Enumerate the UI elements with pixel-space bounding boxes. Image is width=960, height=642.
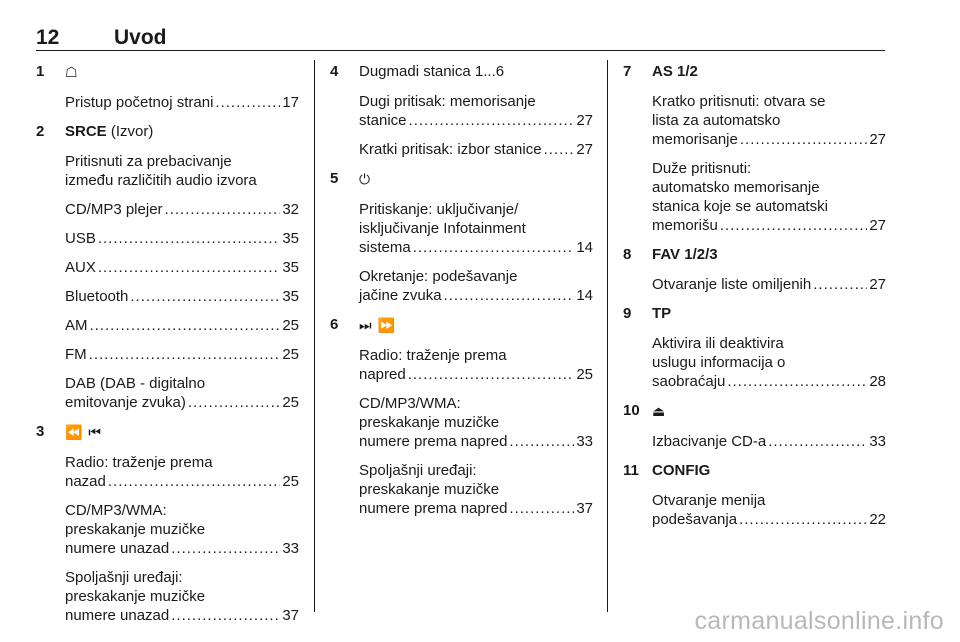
- item-number: 3: [36, 423, 45, 440]
- entry-text: sistema: [359, 239, 411, 256]
- item-entry: [623, 275, 886, 294]
- item-number: 9: [623, 305, 632, 322]
- item-number: 7: [623, 63, 632, 80]
- page-reference: 27: [869, 276, 886, 293]
- page-reference: 25: [282, 473, 299, 490]
- entry-line: Pritisnuti za prebacivanje: [65, 153, 232, 170]
- page-reference: 27: [869, 131, 886, 148]
- entry-line: Spoljašnji uređaji:: [65, 569, 183, 586]
- page-reference: 22: [869, 511, 886, 528]
- page-reference: 33: [869, 433, 886, 450]
- eject-icon: ⏏: [652, 403, 667, 419]
- entry-text: Bluetooth: [65, 288, 129, 305]
- legend-item: [623, 461, 886, 529]
- entry-reference: [359, 140, 593, 159]
- column-divider-1: [314, 60, 315, 612]
- entry-text: Otvaranje liste omiljenih: [652, 276, 812, 293]
- item-description: (Izvor): [106, 123, 154, 140]
- entry-text: AM: [65, 317, 88, 334]
- entry-reference: [65, 472, 299, 491]
- page-number: 12: [36, 26, 60, 49]
- power-icon: ⏻: [359, 171, 372, 187]
- legend-item: [36, 422, 299, 625]
- entry-line: preskakanje muzičke: [65, 521, 206, 538]
- page-reference: 27: [869, 217, 886, 234]
- watermark: carmanualsonline.info: [694, 607, 944, 635]
- legend-item-heading: [36, 62, 299, 83]
- legend-item-heading: [623, 401, 886, 422]
- dot-leader: [108, 472, 280, 491]
- legend-item: [623, 245, 886, 294]
- dot-leader: [740, 130, 867, 149]
- entry-line: Radio: traženje prema: [65, 454, 213, 471]
- entry-line: Radio: traženje prema: [359, 347, 507, 364]
- dot-leader: [444, 286, 575, 305]
- legend-item-heading: [330, 62, 593, 82]
- page-reference: 27: [576, 112, 593, 129]
- item-entry: [623, 92, 886, 149]
- legend-item: [36, 62, 299, 112]
- entry-text: AUX: [65, 259, 96, 276]
- legend-item-heading: [330, 315, 593, 336]
- dot-leader: [768, 432, 867, 451]
- item-entry: [36, 568, 299, 625]
- entry-text: numere prema napred: [359, 433, 508, 450]
- item-number: 8: [623, 246, 632, 263]
- item-entry: [623, 159, 886, 235]
- item-entry: [36, 152, 299, 190]
- legend-item: [330, 169, 593, 305]
- item-number: 1: [36, 63, 45, 80]
- entry-reference: [652, 510, 886, 529]
- legend-item: [330, 315, 593, 518]
- page-reference: 25: [576, 366, 593, 383]
- entry-reference: [652, 372, 886, 391]
- dot-leader: [739, 510, 867, 529]
- dot-leader: [509, 499, 574, 518]
- entry-text: numere unazad: [65, 607, 170, 624]
- item-name: CONFIG: [652, 462, 711, 479]
- dot-leader: [727, 372, 867, 391]
- entry-text: nazad: [65, 473, 106, 490]
- header-divider: [36, 50, 885, 51]
- entry-reference: [359, 365, 593, 384]
- entry-text: numere unazad: [65, 540, 170, 557]
- entry-text: numere prema napred: [359, 500, 508, 517]
- entry-reference: [652, 275, 886, 294]
- item-entry: [330, 461, 593, 518]
- dot-leader: [171, 606, 280, 625]
- item-number: 6: [330, 316, 339, 333]
- page-reference: 35: [282, 288, 299, 305]
- item-entry: [623, 491, 886, 529]
- column-2: [330, 62, 593, 518]
- entry-reference: [359, 499, 593, 518]
- entry-line: lista za automatsko: [652, 112, 781, 129]
- item-entry: [36, 93, 299, 112]
- item-number: 2: [36, 123, 45, 140]
- item-entry: [36, 374, 299, 412]
- dot-leader: [98, 229, 280, 248]
- seek-forward-icon: ⏭ ⏩: [359, 317, 396, 333]
- page-reference: 25: [282, 394, 299, 411]
- item-name: AS 1/2: [652, 63, 698, 80]
- page-reference: 17: [282, 94, 299, 111]
- page-reference: 35: [282, 259, 299, 276]
- entry-text: napred: [359, 366, 406, 383]
- entry-reference: [65, 606, 299, 625]
- entry-reference: [65, 316, 299, 335]
- item-entry: [330, 200, 593, 257]
- item-entry: [330, 394, 593, 451]
- entry-text: memorisanje: [652, 131, 738, 148]
- item-number: 5: [330, 170, 339, 187]
- page-reference: 33: [576, 433, 593, 450]
- column-1: [36, 62, 299, 625]
- dot-leader: [509, 432, 574, 451]
- entry-line: Okretanje: podešavanje: [359, 268, 518, 285]
- legend-item: [623, 62, 886, 235]
- seek-back-icon: ⏪ ⏮: [65, 424, 102, 440]
- legend-item-heading: [623, 62, 886, 82]
- dot-leader: [171, 539, 280, 558]
- entry-text: Pristup početnoj strani: [65, 94, 214, 111]
- item-number: 11: [623, 462, 639, 479]
- legend-item: [36, 122, 299, 412]
- entry-text: jačine zvuka: [359, 287, 442, 304]
- dot-leader: [98, 258, 280, 277]
- entry-line: Dugi pritisak: memorisanje: [359, 93, 536, 110]
- entry-line: Otvaranje menija: [652, 492, 766, 509]
- entry-line: Duže pritisnuti:: [652, 160, 752, 177]
- item-entry: [623, 334, 886, 391]
- entry-reference: [65, 229, 299, 248]
- entry-reference: [65, 200, 299, 219]
- entry-reference: [359, 111, 593, 130]
- entry-line: Spoljašnji uređaji:: [359, 462, 477, 479]
- entry-line: CD/MP3/WMA:: [65, 502, 167, 519]
- dot-leader: [215, 93, 280, 112]
- entry-line: između različitih audio izvora: [65, 172, 257, 189]
- item-entry: [623, 432, 886, 451]
- legend-item: [623, 401, 886, 451]
- entry-line: preskakanje muzičke: [65, 588, 206, 605]
- item-number: 10: [623, 402, 640, 419]
- item-entry: [36, 229, 299, 248]
- entry-text: CD/MP3 plejer: [65, 201, 163, 218]
- item-entry: [330, 346, 593, 384]
- dot-leader: [165, 200, 281, 219]
- item-entry: [36, 200, 299, 219]
- column-3: [623, 62, 886, 529]
- item-number: 4: [330, 63, 339, 80]
- item-name: TP: [652, 305, 672, 322]
- page-title: Uvod: [114, 26, 167, 49]
- legend-item: [623, 304, 886, 391]
- entry-text: stanice: [359, 112, 407, 129]
- item-entry: [36, 287, 299, 306]
- page-reference: 32: [282, 201, 299, 218]
- entry-line: DAB (DAB - digitalno: [65, 375, 206, 392]
- item-entry: [330, 267, 593, 305]
- dot-leader: [813, 275, 867, 294]
- entry-reference: [65, 393, 299, 412]
- page-reference: 25: [282, 317, 299, 334]
- entry-text: saobraćaju: [652, 373, 726, 390]
- dot-leader: [720, 216, 867, 235]
- entry-reference: [359, 238, 593, 257]
- page-reference: 33: [282, 540, 299, 557]
- entry-reference: [65, 345, 299, 364]
- entry-text: podešavanja: [652, 511, 738, 528]
- entry-reference: [65, 287, 299, 306]
- legend-item-heading: [36, 422, 299, 443]
- legend-item: [330, 62, 593, 159]
- home-icon: ☖: [65, 64, 79, 80]
- legend-item-heading: [330, 169, 593, 190]
- page-reference: 37: [282, 607, 299, 624]
- entry-line: isključivanje Infotainment: [359, 220, 526, 237]
- item-entry: [36, 501, 299, 558]
- dot-leader: [409, 111, 575, 130]
- entry-text: Izbacivanje CD-a: [652, 433, 767, 450]
- legend-item-heading: [623, 245, 886, 265]
- page-reference: 28: [869, 373, 886, 390]
- entry-line: automatsko memorisanje: [652, 179, 820, 196]
- entry-reference: [652, 130, 886, 149]
- entry-line: Kratko pritisnuti: otvara se: [652, 93, 826, 110]
- page-header: [36, 26, 885, 50]
- page-reference: 35: [282, 230, 299, 247]
- legend-item-heading: [623, 461, 886, 481]
- dot-leader: [130, 287, 280, 306]
- entry-line: uslugu informacija o: [652, 354, 786, 371]
- item-entry: [330, 92, 593, 130]
- column-divider-2: [607, 60, 608, 612]
- entry-text: emitovanje zvuka): [65, 394, 186, 411]
- dot-leader: [188, 393, 280, 412]
- dot-leader: [89, 345, 281, 364]
- item-entry: [36, 345, 299, 364]
- item-name: FAV 1/2/3: [652, 246, 718, 263]
- entry-text: Kratki pritisak: izbor stanice: [359, 141, 542, 158]
- entry-reference: [65, 539, 299, 558]
- entry-reference: [65, 93, 299, 112]
- page-reference: 27: [576, 141, 593, 158]
- legend-item-heading: [623, 304, 886, 324]
- entry-text: USB: [65, 230, 96, 247]
- item-name: SRCE: [65, 123, 107, 140]
- entry-text: FM: [65, 346, 87, 363]
- dot-leader: [544, 140, 575, 159]
- entry-text: memorišu: [652, 217, 718, 234]
- item-entry: [36, 453, 299, 491]
- entry-line: CD/MP3/WMA:: [359, 395, 461, 412]
- dot-leader: [408, 365, 575, 384]
- page-reference: 14: [576, 239, 593, 256]
- item-entry: [330, 140, 593, 159]
- page-reference: 14: [576, 287, 593, 304]
- entry-line: stanica koje se automatski: [652, 198, 828, 215]
- dot-leader: [413, 238, 575, 257]
- item-description: Dugmadi stanica 1...6: [359, 63, 505, 80]
- dot-leader: [90, 316, 281, 335]
- page-reference: 25: [282, 346, 299, 363]
- legend-item-heading: [36, 122, 299, 142]
- entry-reference: [652, 432, 886, 451]
- entry-line: preskakanje muzičke: [359, 414, 500, 431]
- entry-line: Aktivira ili deaktivira: [652, 335, 784, 352]
- entry-reference: [359, 432, 593, 451]
- entry-reference: [652, 216, 886, 235]
- item-entry: [36, 316, 299, 335]
- entry-line: preskakanje muzičke: [359, 481, 500, 498]
- page-reference: 37: [576, 500, 593, 517]
- entry-line: Pritiskanje: uključivanje/: [359, 201, 519, 218]
- entry-reference: [65, 258, 299, 277]
- item-entry: [36, 258, 299, 277]
- entry-reference: [359, 286, 593, 305]
